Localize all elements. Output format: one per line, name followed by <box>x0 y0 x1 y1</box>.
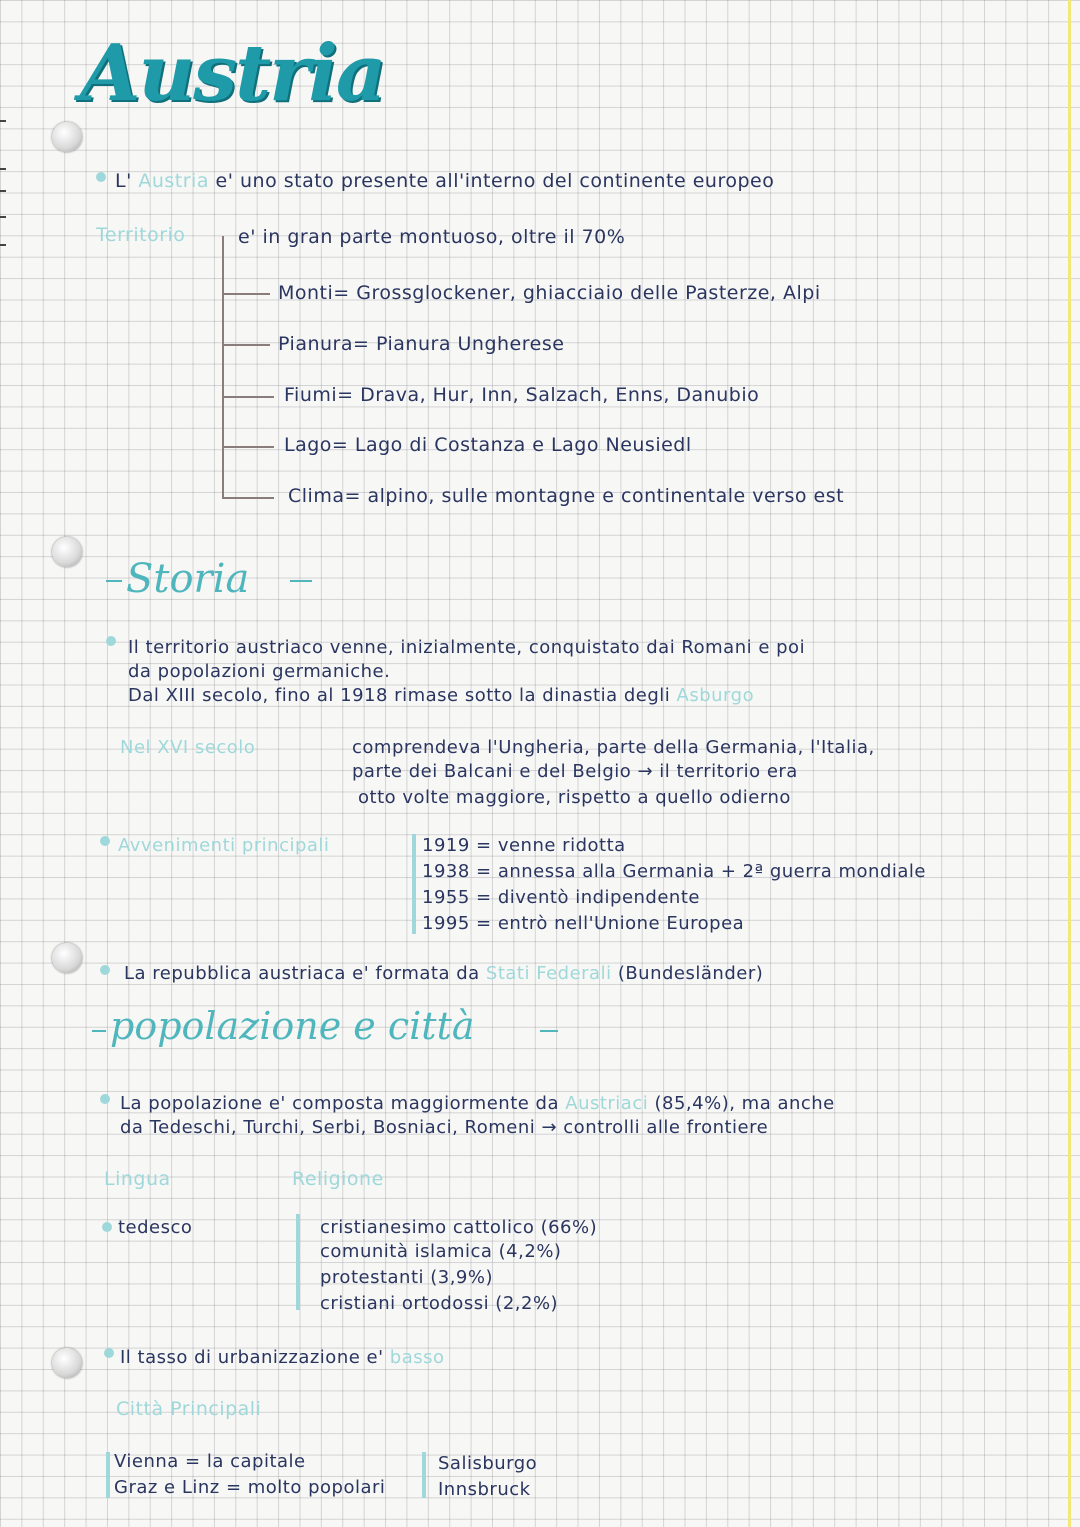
xvi-line1: comprendeva l'Ungheria, parte della Germania, l'Italia, <box>352 737 875 758</box>
storia-p1-line1: Il territorio austriaco venne, inizialmente, conquistato dai Romani e poi <box>128 637 806 658</box>
heading-dash <box>92 1030 106 1032</box>
item-label: Monti= <box>278 282 350 304</box>
bullet <box>100 836 110 846</box>
punch-hole <box>52 122 82 152</box>
religione-label: Religione <box>292 1168 384 1190</box>
urbanizzazione-line <box>120 1346 445 1370</box>
notch <box>0 168 6 170</box>
branch <box>222 293 270 295</box>
highlight-basso: basso <box>389 1347 445 1368</box>
item-label: Fiumi= <box>284 384 354 406</box>
citta-bracket <box>422 1452 426 1498</box>
territorio-label: Territorio <box>96 224 186 246</box>
item-label: Lago= <box>284 434 349 456</box>
highlight-asburgo: Asburgo <box>676 685 755 706</box>
lago-item <box>284 434 692 456</box>
notch <box>0 216 6 218</box>
highlight-austria: Austria <box>138 170 209 192</box>
event-item: 1955 = diventò indipendente <box>422 887 700 908</box>
page-title: Austria <box>80 28 385 119</box>
religion-item: protestanti (3,9%) <box>320 1267 494 1288</box>
fiumi-item <box>284 384 759 406</box>
religion-item: comunità islamica (4,2%) <box>320 1241 562 1262</box>
heading-dash <box>106 580 122 582</box>
punch-hole <box>52 943 82 973</box>
citta-right-item: Salisburgo <box>438 1453 538 1474</box>
events-label: Avvenimenti principali <box>118 835 330 856</box>
line-text: (Bundesländer) <box>617 963 764 984</box>
storia-p1-line3 <box>128 684 754 708</box>
tree-line <box>222 236 224 498</box>
line-text: (85,4%), ma anche <box>654 1093 835 1114</box>
clima-item <box>288 485 844 507</box>
intro-line <box>115 170 774 192</box>
xvi-line2: parte dei Balcani e del Belgio → il territorio era <box>352 761 798 782</box>
notch <box>0 244 6 246</box>
xvi-line3: otto volte maggiore, rispetto a quello odierno <box>358 787 791 808</box>
religion-item: cristianesimo cattolico (66%) <box>320 1217 598 1238</box>
notch <box>0 120 6 122</box>
item-text: Lago di Costanza e Lago Neusiedl <box>354 434 692 456</box>
citta-bracket <box>106 1452 110 1498</box>
heading-dash <box>290 580 312 582</box>
punch-hole <box>52 537 82 567</box>
bullet <box>102 1222 112 1232</box>
punch-hole <box>52 1348 82 1378</box>
bullet <box>96 172 106 182</box>
monti-item <box>278 282 821 304</box>
citta-label: Città Principali <box>116 1398 262 1420</box>
lingua-value: tedesco <box>118 1217 193 1238</box>
events-bracket <box>412 834 416 934</box>
lingua-label: Lingua <box>104 1168 171 1190</box>
bullet <box>106 636 116 646</box>
xvi-label: Nel XVI secolo <box>120 737 256 758</box>
citta-left-item: Vienna = la capitale <box>114 1451 306 1472</box>
citta-right-item: Innsbruck <box>438 1479 531 1500</box>
pop-line1 <box>120 1092 835 1116</box>
margin-line <box>1068 0 1071 1527</box>
territorio-text: e' in gran parte montuoso, oltre il 70% <box>238 226 626 248</box>
citta-left-item: Graz e Linz = molto popolari <box>114 1477 386 1498</box>
intro-post: e' uno stato presente all'interno del continente europeo <box>215 170 775 192</box>
intro-pre: L' <box>115 170 132 192</box>
item-label: Pianura= <box>278 333 370 355</box>
event-item: 1919 = venne ridotta <box>422 835 626 856</box>
event-item: 1938 = annessa alla Germania + 2ª guerra mondiale <box>422 861 926 882</box>
repubblica-line <box>124 962 763 986</box>
line-text: La popolazione e' composta maggiormente da <box>120 1093 560 1114</box>
storia-p1-line2: da popolazioni germaniche. <box>128 661 391 682</box>
branch <box>222 396 274 398</box>
religion-item: cristiani ortodossi (2,2%) <box>320 1293 559 1314</box>
branch <box>222 497 274 499</box>
pianura-item <box>278 333 564 355</box>
item-text: Grossglockener, ghiacciaio delle Pasterze, Alpi <box>356 282 821 304</box>
bullet <box>104 1348 114 1358</box>
religion-bracket <box>296 1214 300 1310</box>
line-text: La repubblica austriaca e' formata da <box>124 963 480 984</box>
highlight-stati: Stati Federali <box>485 963 612 984</box>
branch <box>222 446 274 448</box>
line-text: Dal XIII secolo, fino al 1918 rimase sotto la dinastia degli <box>128 685 671 706</box>
storia-heading: Storia <box>126 556 250 602</box>
item-label: Clima= <box>288 485 361 507</box>
item-text: Pianura Ungherese <box>375 333 565 355</box>
line-text: Il tasso di urbanizzazione e' <box>120 1347 384 1368</box>
notch <box>0 190 6 192</box>
bullet <box>100 1094 110 1104</box>
item-text: alpino, sulle montagne e continentale verso est <box>367 485 845 507</box>
pop-line2: da Tedeschi, Turchi, Serbi, Bosniaci, Romeni → controlli alle frontiere <box>120 1117 769 1138</box>
highlight-austriaci: Austriaci <box>565 1093 649 1114</box>
popolazione-heading: popolazione e città <box>110 1004 475 1048</box>
heading-dash <box>540 1030 558 1032</box>
item-text: Drava, Hur, Inn, Salzach, Enns, Danubio <box>360 384 760 406</box>
bullet <box>100 965 110 975</box>
event-item: 1995 = entrò nell'Unione Europea <box>422 913 745 934</box>
branch <box>222 344 270 346</box>
